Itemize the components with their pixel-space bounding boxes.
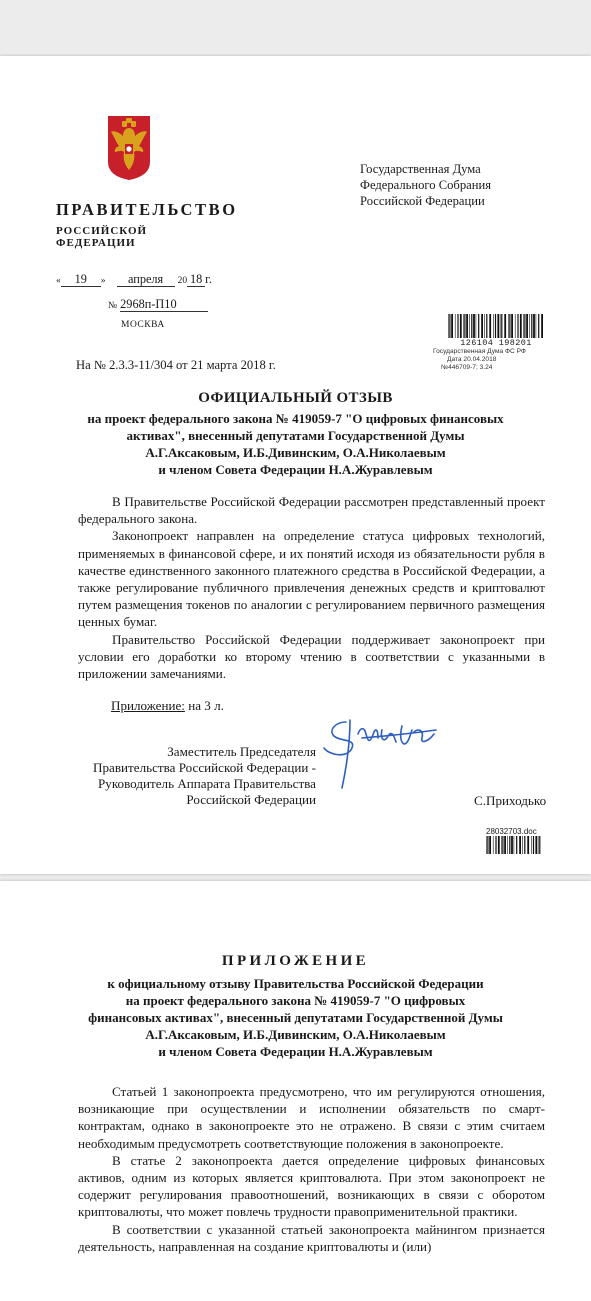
body-paragraph: Законопроект направлен на определение статуса цифровых технологий, применяемых в финансовой сфере, и их понятий исходя из обязательности рубля в качестве единственного законного платежного средства в Российской Федерации, а также регулирование публичного привлечения денежных средств и криптовалют путем размещения токенов по аналогии с регулированием первичного размещения ценных бумаг. <box>78 528 545 630</box>
position-line: Руководитель Аппарата Правительства <box>98 776 316 791</box>
barcode-bar <box>527 836 529 854</box>
appendix-value: на 3 л. <box>188 698 224 713</box>
date-year: 18 <box>187 272 205 287</box>
addressee-line: Российской Федерации <box>360 194 485 208</box>
barcode-bar <box>519 836 521 854</box>
appendix-body <box>78 1083 545 1255</box>
barcode-bar <box>509 836 510 854</box>
handwritten-signature-icon <box>316 708 440 800</box>
subheading-line: А.Г.Аксаковым, И.Б.Дивинским, О.А.Николаевым <box>145 445 446 460</box>
date-month: апреля <box>117 272 175 287</box>
barcode-bar <box>522 836 523 854</box>
body-paragraph: В Правительстве Российской Федерации рассмотрен представленный проект федерального закона. <box>78 494 545 527</box>
barcode-bar <box>486 836 487 854</box>
appendix-subheading <box>0 975 591 1060</box>
barcode-bar <box>514 836 515 854</box>
date-open-quote: « <box>56 276 61 286</box>
barcode-bar <box>501 836 502 854</box>
barcode-bar <box>495 836 496 854</box>
barcode-bar <box>487 836 488 854</box>
barcode-bar <box>489 836 491 854</box>
signatory-name: С.Приходько <box>474 793 547 808</box>
position-line: Правительства Российской Федерации - <box>93 760 316 775</box>
document-number <box>108 297 208 312</box>
body-paragraph: В статье 2 законопроекта дается определение цифровых финансовых активов, одним из которых является криптовалюта. При этом законопроект не содержит регулирования правоотношений, возникающих в связи с оборотом криптовалюты, что может повлечь трудности правоприменительной практики. <box>78 1152 545 1220</box>
barcode-bar <box>533 836 534 854</box>
date-year-suffix: г. <box>205 272 212 286</box>
subheading-line: активах", внесенный депутатами Государственной Думы <box>126 428 465 443</box>
document-date <box>56 272 212 287</box>
barcode-bar <box>507 836 508 854</box>
body-paragraph: Правительство Российской Федерации поддерживает законопроект при условии его доработки ко второму чтению в соответствии с указанными в приложении замечаниями. <box>78 631 545 682</box>
position-line: Заместитель Председателя <box>167 744 316 759</box>
body-paragraph: Статьей 1 законопроекта предусмотрено, что им регулируются отношения, возникающие при осуществлении и исполнении обязательств по смарт-контрактам, однако в законопроекте это не отражено. В связи с этим считаем необходимым предусмотреть соответствующие положения в законопроекте. <box>78 1084 545 1151</box>
appendix-heading: ПРИЛОЖЕНИЕ <box>221 953 370 969</box>
registration-stamp <box>433 348 526 372</box>
subheading-line: на проект федерального закона № 419059-7 "О цифровых <box>125 993 466 1008</box>
addressee-block <box>360 161 491 209</box>
barcode-bar <box>498 836 500 854</box>
subheading-line: и членом Совета Федерации Н.А.Журавлевым <box>158 1044 433 1059</box>
appendix-label: Приложение: <box>111 698 185 713</box>
barcode-bar <box>502 836 503 854</box>
signatory-position <box>76 744 316 808</box>
document-heading: ОФИЦИАЛЬНЫЙ ОТЗЫВ <box>198 390 393 406</box>
document-page-2 <box>0 881 591 1301</box>
addressee-line: Государственная Дума <box>360 162 481 176</box>
city: МОСКВА <box>121 320 165 330</box>
subheading-line: А.Г.Аксаковым, И.Б.Дивинским, О.А.Николаевым <box>145 1027 446 1042</box>
barcode-bar <box>516 836 517 854</box>
government-title: ПРАВИТЕЛЬСТВО <box>56 200 238 219</box>
subheading-line: на проект федерального закона № 419059-7 "О цифровых финансовых <box>87 411 504 426</box>
government-subtitle: РОССИЙСКОЙ ФЕДЕРАЦИИ <box>56 225 148 249</box>
number-prefix: № <box>108 301 118 311</box>
registration-line: №446709-7; 3.24 <box>441 364 493 371</box>
barcode-bar <box>504 836 506 854</box>
barcode-number: 126104 198201 <box>448 338 544 348</box>
registration-line: Государственная Дума ФС РФ <box>433 348 526 355</box>
barcode-bar <box>531 836 532 854</box>
reference-number: На № 2.3.3-11/304 от 21 марта 2018 г. <box>76 358 276 372</box>
body-paragraph: В соответствии с указанной статьей законопроекта майнингом признается деятельность, направленная на создание криптовалюты и (или) <box>78 1221 545 1254</box>
position-line: Российской Федерации <box>186 792 316 807</box>
registration-line: Дата 20.04.2018 <box>447 356 497 363</box>
document-subheading <box>0 410 591 478</box>
barcode-bar <box>524 836 525 854</box>
barcode-bar <box>539 836 540 854</box>
barcode-bar <box>493 836 494 854</box>
subheading-line: к официальному отзыву Правительства Российской Федерации <box>107 976 484 991</box>
barcode-small-icon <box>486 836 542 854</box>
document-body <box>78 493 545 682</box>
barcode-bar <box>511 836 513 854</box>
subheading-line: и членом Совета Федерации Н.А.Журавлевым <box>158 462 433 477</box>
document-page-1 <box>0 56 591 874</box>
number-value: 2968п-П10 <box>120 297 208 312</box>
date-century: 20 <box>177 276 188 286</box>
barcode-bar <box>535 836 537 854</box>
russian-coat-of-arms-icon <box>106 114 152 182</box>
appendix-note <box>111 698 224 714</box>
document-code: 28032703.doc <box>486 827 537 836</box>
subheading-line: финансовых активах", внесенный депутатами Государственной Думы <box>88 1010 503 1025</box>
barcode-bar <box>538 836 539 854</box>
date-day: 19 <box>61 272 101 287</box>
date-close-quote: » <box>100 276 106 286</box>
addressee-line: Федерального Собрания <box>360 178 491 192</box>
